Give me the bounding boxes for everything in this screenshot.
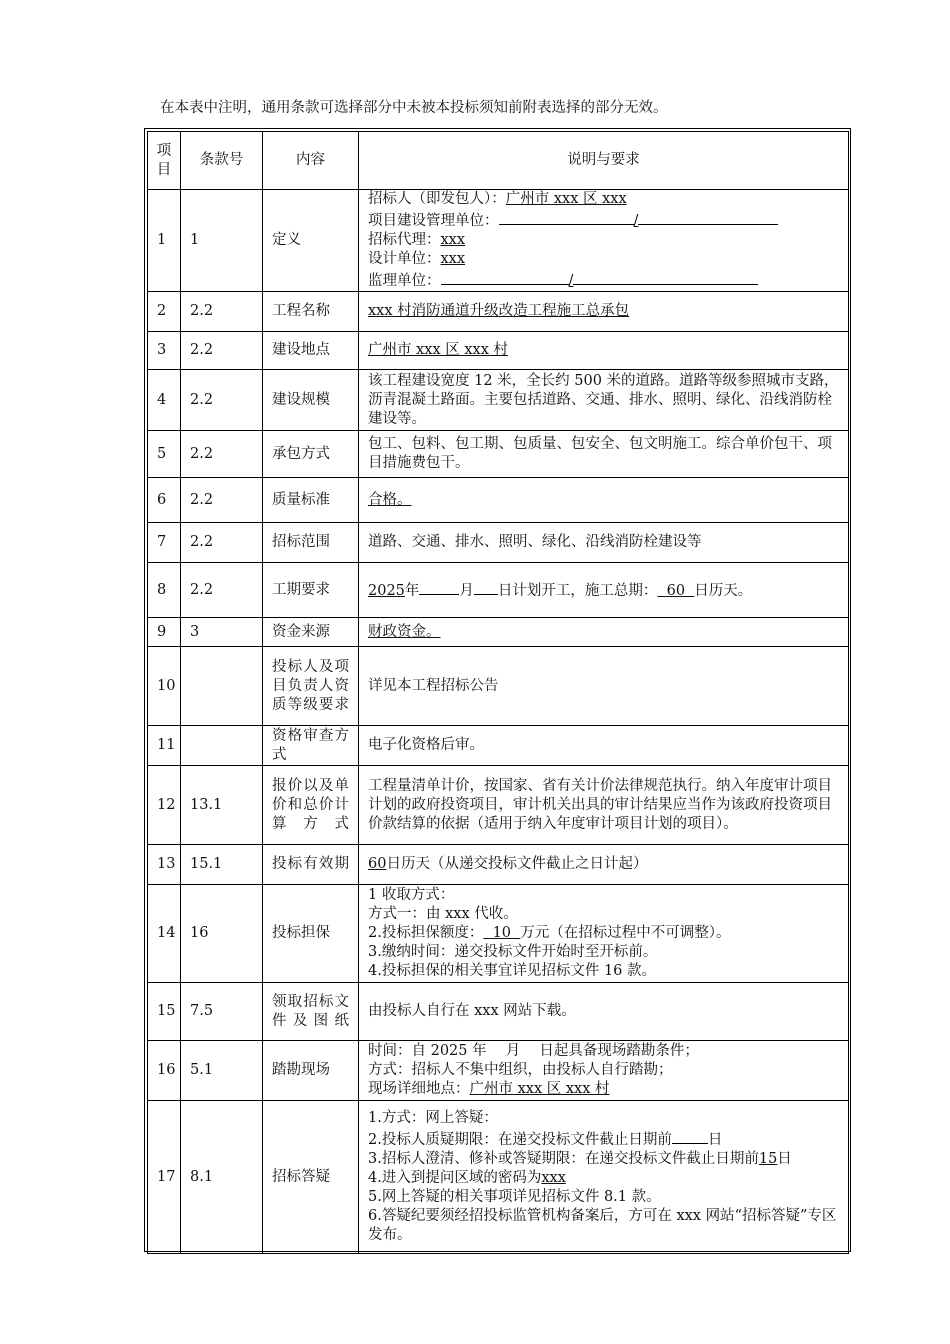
item-name: 建设规模 <box>263 370 359 431</box>
item-name: 招标答疑 <box>263 1101 359 1254</box>
table-row <box>148 983 849 1041</box>
clause-number: 8.1 <box>181 1101 263 1254</box>
table-row <box>148 332 849 370</box>
clause-number <box>181 647 263 726</box>
header-content: 内容 <box>263 132 359 190</box>
table-row <box>148 478 849 523</box>
supervisor-label: 监理单位： <box>368 273 441 289</box>
table-row <box>148 885 849 983</box>
item-name: 承包方式 <box>263 431 359 478</box>
item-description <box>359 478 849 523</box>
design-unit-value: xxx <box>440 251 466 267</box>
item-name: 招标范围 <box>263 523 359 563</box>
clause-number: 2.2 <box>181 292 263 332</box>
start-day-text: 日计划开工，施工总期： <box>497 583 658 599</box>
clause-number: 13.1 <box>181 766 263 845</box>
item-number: 12 <box>148 766 181 845</box>
item-number: 8 <box>148 563 181 618</box>
site-visit-method: 方式：招标人不集中组织，由投标人自行踏勘； <box>368 1062 673 1078</box>
item-number: 3 <box>148 332 181 370</box>
guarantee-line: 4.投标担保的相关事宜详见招标文件 16 款。 <box>368 963 657 979</box>
clause-number: 16 <box>181 885 263 983</box>
qa-question-unit: 日 <box>707 1132 723 1148</box>
table-row <box>148 845 849 885</box>
item-number: 15 <box>148 983 181 1041</box>
clause-number: 2.2 <box>181 563 263 618</box>
tenderer-value: 广州市 xxx 区 xxx <box>505 191 627 207</box>
item-number: 4 <box>148 370 181 431</box>
item-description <box>359 190 849 292</box>
clause-number: 1 <box>181 190 263 292</box>
item-description <box>359 332 849 370</box>
validity-days: 60 <box>368 856 387 872</box>
duration-unit: 日历天。 <box>694 583 753 599</box>
item-number: 6 <box>148 478 181 523</box>
item-number: 17 <box>148 1101 181 1254</box>
clause-number: 2.2 <box>181 370 263 431</box>
qa-clarify-deadline: 3.招标人澄清、修补或答疑期限：在递交投标文件截止日期前 <box>368 1151 759 1167</box>
guarantee-line: 3.缴纳时间：递交投标文件开始时至开标前。 <box>368 944 658 960</box>
table-row <box>148 726 849 766</box>
item-description <box>359 885 849 983</box>
start-year: 2025 <box>368 583 405 599</box>
qa-password-value: xxx <box>541 1170 566 1186</box>
clause-number: 5.1 <box>181 1041 263 1101</box>
guarantee-line: 方式一：由 xxx 代收。 <box>368 906 518 922</box>
qa-line: 5.网上答疑的相关事项详见招标文件 8.1 款。 <box>368 1189 661 1205</box>
site-visit-time: 时间：自 2025 年 月 日起具备现场踏勘条件； <box>368 1043 699 1059</box>
item-number: 14 <box>148 885 181 983</box>
item-name: 领取招标文件及图纸 <box>263 983 359 1041</box>
clause-number: 2.2 <box>181 332 263 370</box>
header-description: 说明与要求 <box>359 132 849 190</box>
qa-clarify-unit: 日 <box>777 1151 792 1167</box>
item-description: 该工程建设宽度 12 米，全长约 500 米的道路。道路等级参照城市支路，沥青混凝土路面。主要包括道路、交通、排水、照明、绿化、沿线消防栓建设等。 <box>359 370 849 431</box>
table-row <box>148 370 849 431</box>
table-row <box>148 1101 849 1254</box>
qa-line: 1.方式：网上答疑： <box>368 1110 498 1126</box>
item-name: 资金来源 <box>263 618 359 647</box>
agent-label: 招标代理： <box>368 232 441 248</box>
item-name: 投标人及项目负责人资质等级要求 <box>263 647 359 726</box>
year-unit: 年 <box>404 583 420 599</box>
item-name: 工程名称 <box>263 292 359 332</box>
agent-value: xxx <box>440 232 466 248</box>
table-row <box>148 618 849 647</box>
item-number: 1 <box>148 190 181 292</box>
item-description: 电子化资格后审。 <box>359 726 849 766</box>
item-number: 9 <box>148 618 181 647</box>
item-number: 5 <box>148 431 181 478</box>
quality-standard: 合格。 <box>368 491 412 508</box>
clause-number: 2.2 <box>181 523 263 563</box>
table-row <box>148 292 849 332</box>
item-number: 16 <box>148 1041 181 1101</box>
fund-source: 财政资金。 <box>368 623 441 640</box>
clause-number: 3 <box>181 618 263 647</box>
qa-clarify-days: 15 <box>758 1151 778 1167</box>
validity-text: 日历天（从递交投标文件截止之日计起） <box>386 856 648 872</box>
item-description <box>359 845 849 885</box>
item-description <box>359 292 849 332</box>
item-number: 10 <box>148 647 181 726</box>
table-row <box>148 647 849 726</box>
mgmt-unit-label: 项目建设管理单位： <box>368 213 499 229</box>
mgmt-unit-value: / <box>633 213 639 229</box>
qa-line: 6.答疑纪要须经招投标监管机构备案后，方可在 xxx 网站“招标答疑”专区发布。 <box>368 1208 837 1243</box>
clause-number: 15.1 <box>181 845 263 885</box>
item-description: 由投标人自行在 xxx 网站下载。 <box>359 983 849 1041</box>
guarantee-amount-unit: 万元（在招标过程中不可调整）。 <box>520 925 731 941</box>
clause-number: 2.2 <box>181 478 263 523</box>
clause-number <box>181 726 263 766</box>
item-name: 资格审查方式 <box>263 726 359 766</box>
clause-number: 7.5 <box>181 983 263 1041</box>
item-number: 13 <box>148 845 181 885</box>
item-description <box>359 563 849 618</box>
table-row <box>148 1041 849 1101</box>
construction-site: 广州市 xxx 区 xxx 村 <box>368 342 509 358</box>
item-name: 质量标准 <box>263 478 359 523</box>
header-item-number: 项目 <box>148 132 181 190</box>
table-row <box>148 523 849 563</box>
qa-question-deadline: 2.投标人质疑期限：在递交投标文件截止日期前 <box>368 1132 672 1148</box>
item-number: 7 <box>148 523 181 563</box>
item-name: 工期要求 <box>263 563 359 618</box>
tenderer-label: 招标人（即发包人）： <box>368 191 506 207</box>
item-name: 报价以及单价和总价计算方式 <box>263 766 359 845</box>
month-unit: 月 <box>459 583 474 599</box>
item-name: 投标担保 <box>263 885 359 983</box>
guarantee-amount-label: 2.投标担保额度： <box>368 925 484 941</box>
table-note: 在本表中注明，通用条款可选择部分中未被本投标须知前附表选择的部分无效。 <box>160 100 668 116</box>
site-location-value: 广州市 xxx 区 xxx 村 <box>469 1081 610 1097</box>
item-number: 2 <box>148 292 181 332</box>
item-description <box>359 618 849 647</box>
item-description <box>359 1101 849 1254</box>
guarantee-amount: 10 <box>492 925 512 941</box>
table-header-row <box>148 132 849 190</box>
clause-number: 2.2 <box>181 431 263 478</box>
item-name: 建设地点 <box>263 332 359 370</box>
table-row <box>148 190 849 292</box>
qa-password-label: 4.进入到提问区域的密码为 <box>368 1170 542 1186</box>
item-description: 道路、交通、排水、照明、绿化、沿线消防栓建设等 <box>359 523 849 563</box>
site-location-label: 现场详细地点： <box>368 1081 470 1097</box>
project-name: xxx 村消防通道升级改造工程施工总承包 <box>368 303 630 319</box>
guarantee-line: 1 收取方式： <box>368 887 455 903</box>
item-description <box>359 1041 849 1101</box>
item-description: 工程量清单计价，按国家、省有关计价法律规范执行。纳入年度审计项目计划的政府投资项目，审计机关出具的审计结果应当作为该政府投资项目价款结算的依据（适用于纳入年度审计项目计划的项目）。 <box>359 766 849 845</box>
item-name: 踏勘现场 <box>263 1041 359 1101</box>
item-description: 包工、包料、包工期、包质量、包安全、包文明施工。综合单价包干、项目措施费包干。 <box>359 431 849 478</box>
design-unit-label: 设计单位： <box>368 251 441 267</box>
item-name: 投标有效期 <box>263 845 359 885</box>
duration-days: 60 <box>666 583 686 599</box>
item-name: 定义 <box>263 190 359 292</box>
header-clause-number: 条款号 <box>181 132 263 190</box>
bid-notice-table <box>147 131 849 1254</box>
table-row <box>148 431 849 478</box>
supervisor-value: / <box>568 273 574 289</box>
item-number: 11 <box>148 726 181 766</box>
item-description: 详见本工程招标公告 <box>359 647 849 726</box>
table-row <box>148 563 849 618</box>
table-row <box>148 766 849 845</box>
